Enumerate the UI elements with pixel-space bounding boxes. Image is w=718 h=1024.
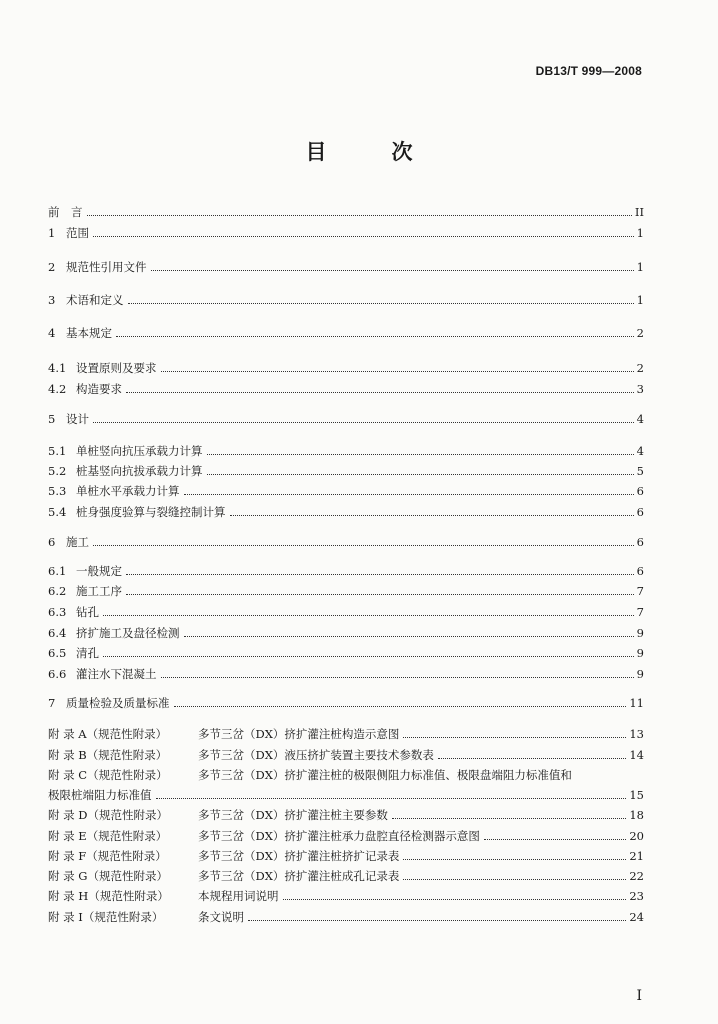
- toc-entry-number: 2: [48, 260, 56, 274]
- toc-entry-title: 桩基竖向抗拔承载力计算: [76, 464, 203, 478]
- toc-entry[interactable]: [48, 580, 644, 598]
- toc-entry-number: 3: [48, 293, 56, 307]
- toc-entry-number: 4.2: [48, 382, 67, 396]
- toc-entry-title: 单桩水平承载力计算: [76, 484, 180, 498]
- toc-dot-leader: [128, 303, 634, 304]
- toc-entry-page: 6: [636, 564, 644, 578]
- toc-dot-leader: [126, 574, 634, 575]
- toc-entry-number: 4: [48, 326, 56, 340]
- toc-dot-leader: [403, 737, 626, 738]
- toc-entry-title: 多节三岔（DX）挤扩灌注桩的极限侧阻力标准值、极限盘端阻力标准值和: [198, 768, 572, 782]
- toc-dot-leader: [248, 920, 626, 921]
- toc-dot-leader: [484, 839, 626, 840]
- toc-dot-leader: [230, 515, 634, 516]
- toc-entry-page: 4: [636, 444, 644, 458]
- toc-dot-leader: [403, 859, 626, 860]
- toc-entry[interactable]: [48, 723, 644, 741]
- toc-entry-page: 15: [629, 788, 644, 802]
- toc-entry-title: 设计: [66, 412, 89, 426]
- toc-entry[interactable]: [48, 256, 644, 274]
- toc-entry-number: 附 录 B（规范性附录）: [48, 748, 168, 762]
- toc-dot-leader: [392, 818, 626, 819]
- toc-entry-number: 6: [48, 535, 56, 549]
- toc-entry-title: 一般规定: [76, 564, 122, 578]
- toc-entry-number: 5.1: [48, 444, 67, 458]
- toc-entry-number: 附 录 C（规范性附录）: [48, 768, 168, 782]
- toc-entry[interactable]: [48, 289, 644, 307]
- toc-dot-leader: [283, 899, 627, 900]
- page-title: 目 次: [305, 140, 435, 164]
- toc-dot-leader: [207, 474, 634, 475]
- toc-dot-leader: [93, 422, 634, 423]
- toc-entry-number: 附 录 F（规范性附录）: [48, 849, 167, 863]
- toc-entry[interactable]: [48, 764, 644, 782]
- toc-entry-page: 1: [636, 260, 644, 274]
- toc-entry-title: 条文说明: [198, 910, 244, 924]
- toc-entry[interactable]: [48, 408, 644, 426]
- toc-entry-page: 18: [629, 808, 644, 822]
- toc-entry-number: 5.2: [48, 464, 67, 478]
- toc-entry[interactable]: [48, 642, 644, 660]
- toc-entry-page: 1: [636, 293, 644, 307]
- toc-entry-page: 5: [636, 464, 644, 478]
- toc-entry[interactable]: [48, 378, 644, 396]
- toc-entry-page: 4: [636, 412, 644, 426]
- toc-entry-number: 6.5: [48, 646, 67, 660]
- toc-entry[interactable]: [48, 825, 644, 843]
- toc-dot-leader: [126, 594, 634, 595]
- toc-dot-leader: [184, 636, 634, 637]
- toc-entry-title: 灌注水下混凝土: [76, 667, 157, 681]
- toc-entry-page: 6: [636, 535, 644, 549]
- toc-entry[interactable]: [48, 885, 644, 903]
- toc-entry[interactable]: [48, 501, 644, 519]
- page-number: I: [636, 988, 642, 1004]
- toc-entry-number: 附 录 H（规范性附录）: [48, 889, 169, 903]
- toc-entry[interactable]: [48, 560, 644, 578]
- toc-entry-title: 多节三岔（DX）挤扩灌注桩挤扩记录表: [198, 849, 400, 863]
- toc-entry-title: 多节三岔（DX）挤扩灌注桩承力盘腔直径检测器示意图: [198, 829, 480, 843]
- toc-entry-title: 施工: [66, 535, 89, 549]
- toc-entry-page: 14: [629, 748, 644, 762]
- toc-entry-page: 9: [636, 646, 644, 660]
- toc-entry-number: 4.1: [48, 361, 67, 375]
- toc-entry-number: 附 录 A（规范性附录）: [48, 727, 168, 741]
- toc-entry-title: 多节三岔（DX）挤扩灌注桩成孔记录表: [198, 869, 400, 883]
- toc-entry-page: 7: [636, 584, 644, 598]
- toc-entry[interactable]: [48, 784, 644, 802]
- toc-entry-page: 20: [629, 829, 644, 843]
- toc-dot-leader: [161, 371, 634, 372]
- toc-dot-leader: [116, 336, 634, 337]
- toc-entry[interactable]: [48, 865, 644, 883]
- toc-entry[interactable]: [48, 322, 644, 340]
- toc-entry-page: 2: [636, 361, 644, 375]
- toc-entry-number: 附 录 E（规范性附录）: [48, 829, 168, 843]
- toc-entry-title: 挤扩施工及盘径检测: [76, 626, 180, 640]
- toc-entry[interactable]: [48, 845, 644, 863]
- toc-entry-title: 钻孔: [76, 605, 99, 619]
- toc-entry-number: 附 录 D（规范性附录）: [48, 808, 169, 822]
- toc-entry-title: 单桩竖向抗压承载力计算: [76, 444, 203, 458]
- toc-entry-title: 设置原则及要求: [76, 361, 157, 375]
- toc-entry[interactable]: [48, 460, 644, 478]
- toc-entry[interactable]: [48, 906, 644, 924]
- document-id: DB13/T 999—2008: [535, 64, 642, 78]
- toc-entry-page: II: [634, 205, 644, 219]
- toc-entry-title: 多节三岔（DX）挤扩灌注桩主要参数: [198, 808, 388, 822]
- toc-entry-page: 11: [629, 696, 644, 710]
- toc-entry-title: 范围: [66, 226, 89, 240]
- toc-entry[interactable]: [48, 222, 644, 240]
- toc-entry-title: 施工工序: [76, 584, 122, 598]
- toc-entry-number: 1: [48, 226, 56, 240]
- toc-entry-number: 6.6: [48, 667, 67, 681]
- toc-entry-page: 9: [636, 667, 644, 681]
- toc-entry[interactable]: [48, 622, 644, 640]
- toc-dot-leader: [93, 236, 634, 237]
- toc-entry-page: 13: [629, 727, 644, 741]
- toc-entry-page: 22: [629, 869, 644, 883]
- toc-entry-number: 6.2: [48, 584, 67, 598]
- toc-dot-leader: [438, 758, 626, 759]
- toc-dot-leader: [87, 215, 632, 216]
- toc-dot-leader: [103, 656, 634, 657]
- toc-entry-page: 7: [636, 605, 644, 619]
- toc-entry-number: 5.4: [48, 505, 67, 519]
- toc-dot-leader: [161, 677, 634, 678]
- toc-entry[interactable]: [48, 804, 644, 822]
- toc-entry-title: 术语和定义: [66, 293, 124, 307]
- toc-entry-number: 附 录 I（规范性附录）: [48, 910, 164, 924]
- toc-entry-page: 24: [629, 910, 644, 924]
- toc-entry-title: 多节三岔（DX）液压挤扩装置主要技术参数表: [198, 748, 434, 762]
- toc-entry[interactable]: [48, 692, 644, 710]
- toc-entry[interactable]: [48, 744, 644, 762]
- toc-entry[interactable]: [48, 357, 644, 375]
- toc-dot-leader: [156, 798, 627, 799]
- toc-entry-number: 6.1: [48, 564, 67, 578]
- toc-entry[interactable]: [48, 440, 644, 458]
- toc-entry-number: 7: [48, 696, 56, 710]
- toc-entry-page: 2: [636, 326, 644, 340]
- toc-entry-page: 23: [629, 889, 644, 903]
- toc-entry-title: 构造要求: [76, 382, 122, 396]
- toc-dot-leader: [126, 392, 634, 393]
- toc-dot-leader: [151, 270, 634, 271]
- toc-entry-number: 附 录 G（规范性附录）: [48, 869, 168, 883]
- toc-entry-page: 1: [636, 226, 644, 240]
- toc-dot-leader: [184, 494, 634, 495]
- toc-entry[interactable]: [48, 201, 644, 219]
- toc-dot-leader: [403, 879, 626, 880]
- toc-entry-number: 6.3: [48, 605, 67, 619]
- toc-entry[interactable]: [48, 601, 644, 619]
- toc-entry-title: 规范性引用文件: [66, 260, 147, 274]
- toc-dot-leader: [207, 454, 634, 455]
- toc-entry-title: 基本规定: [66, 326, 112, 340]
- toc-entry-title: 本规程用词说明: [198, 889, 279, 903]
- toc-entry-title: 质量检验及质量标准: [66, 696, 170, 710]
- toc-entry-page: 6: [636, 484, 644, 498]
- toc-entry[interactable]: [48, 480, 644, 498]
- toc-dot-leader: [93, 545, 634, 546]
- toc-entry-number: 5: [48, 412, 56, 426]
- toc-entry-title: 桩身强度验算与裂缝控制计算: [76, 505, 226, 519]
- toc-dot-leader: [103, 615, 634, 616]
- toc-entry-number: 6.4: [48, 626, 67, 640]
- toc-dot-leader: [174, 706, 627, 707]
- toc-entry-page: 6: [636, 505, 644, 519]
- toc-entry-title: 多节三岔（DX）挤扩灌注桩构造示意图: [198, 727, 400, 741]
- toc-entry-number: 前 言: [48, 205, 83, 219]
- toc-entry[interactable]: [48, 663, 644, 681]
- toc-entry[interactable]: [48, 531, 644, 549]
- toc-entry-page: 3: [636, 382, 644, 396]
- toc-entry-page: 21: [629, 849, 644, 863]
- toc-entry-title: 极限桩端阻力标准值: [48, 788, 152, 802]
- toc-entry-page: 9: [636, 626, 644, 640]
- toc-entry-title: 清孔: [76, 646, 99, 660]
- toc-entry-number: 5.3: [48, 484, 67, 498]
